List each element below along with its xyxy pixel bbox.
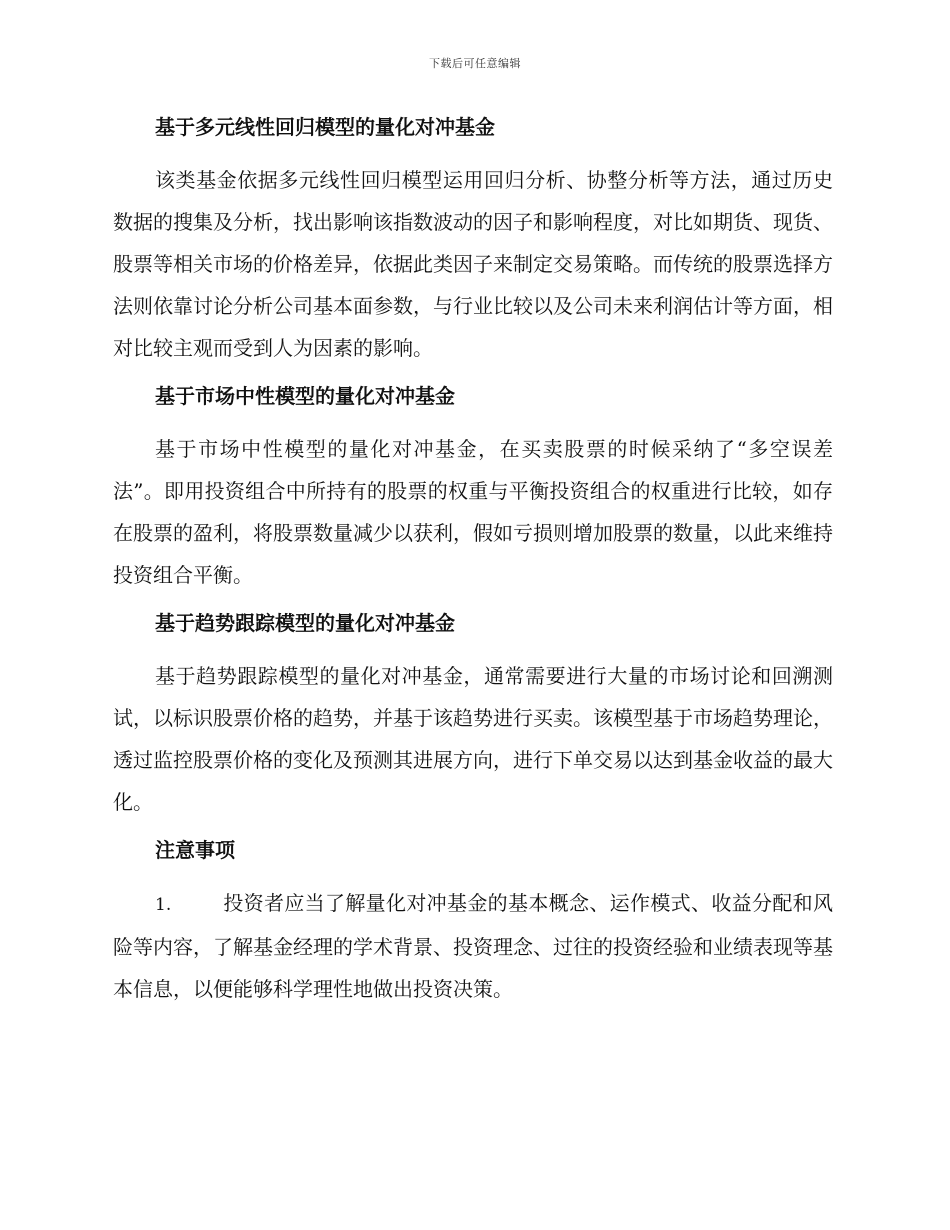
- section-heading: 基于市场中性模型的量化对冲基金: [155, 384, 455, 408]
- section-paragraph: 基于趋势跟踪模型的量化对冲基金，通常需要进行大量的市场讨论和回溯测试，以标识股票价格的趋势，并基于该趋势进行买卖。该模型基于市场趋势理论，透过监控股票价格的变化及预测其进展方向，进行下单交易以达到基金收益的最大化。: [113, 664, 833, 814]
- header-note: 下载后可任意编辑: [429, 57, 521, 70]
- list-item: [113, 882, 833, 1010]
- section-heading: 注意事项: [155, 838, 235, 862]
- list-item-text: 投资者应当了解量化对冲基金的基本概念、运作模式、收益分配和风险等内容，了解基金经理的学术背景、投资理念、过往的投资经验和业绩表现等基本信息，以便能够科学理性地做出投资决策。: [113, 891, 833, 1001]
- section-market-neutral: [113, 381, 833, 596]
- document-body: [113, 112, 833, 1010]
- section-paragraph: 基于市场中性模型的量化对冲基金，在买卖股票的时候采纳了“多空误差法”。即用投资组合中所持有的股票的权重与平衡投资组合的权重进行比较，如存在股票的盈利，将股票数量减少以获利，假如亏损则增加股票的数量，以此来维持投资组合平衡。: [113, 437, 833, 587]
- section-notes: [113, 835, 833, 1010]
- section-paragraph: 该类基金依据多元线性回归模型运用回归分析、协整分析等方法，通过历史数据的搜集及分析，找出影响该指数波动的因子和影响程度，对比如期货、现货、股票等相关市场的价格差异，依据此类因子来制定交易策略。而传统的股票选择方法则依靠讨论分析公司基本面参数，与行业比较以及公司未来利润估计等方面，相对比较主观而受到人为因素的影响。: [113, 168, 833, 360]
- section-heading: 基于趋势跟踪模型的量化对冲基金: [155, 611, 455, 635]
- section-multilinear-regression: [113, 112, 833, 369]
- section-heading: 基于多元线性回归模型的量化对冲基金: [155, 115, 495, 139]
- section-trend-following: [113, 608, 833, 823]
- list-item-number: 1.: [155, 895, 172, 915]
